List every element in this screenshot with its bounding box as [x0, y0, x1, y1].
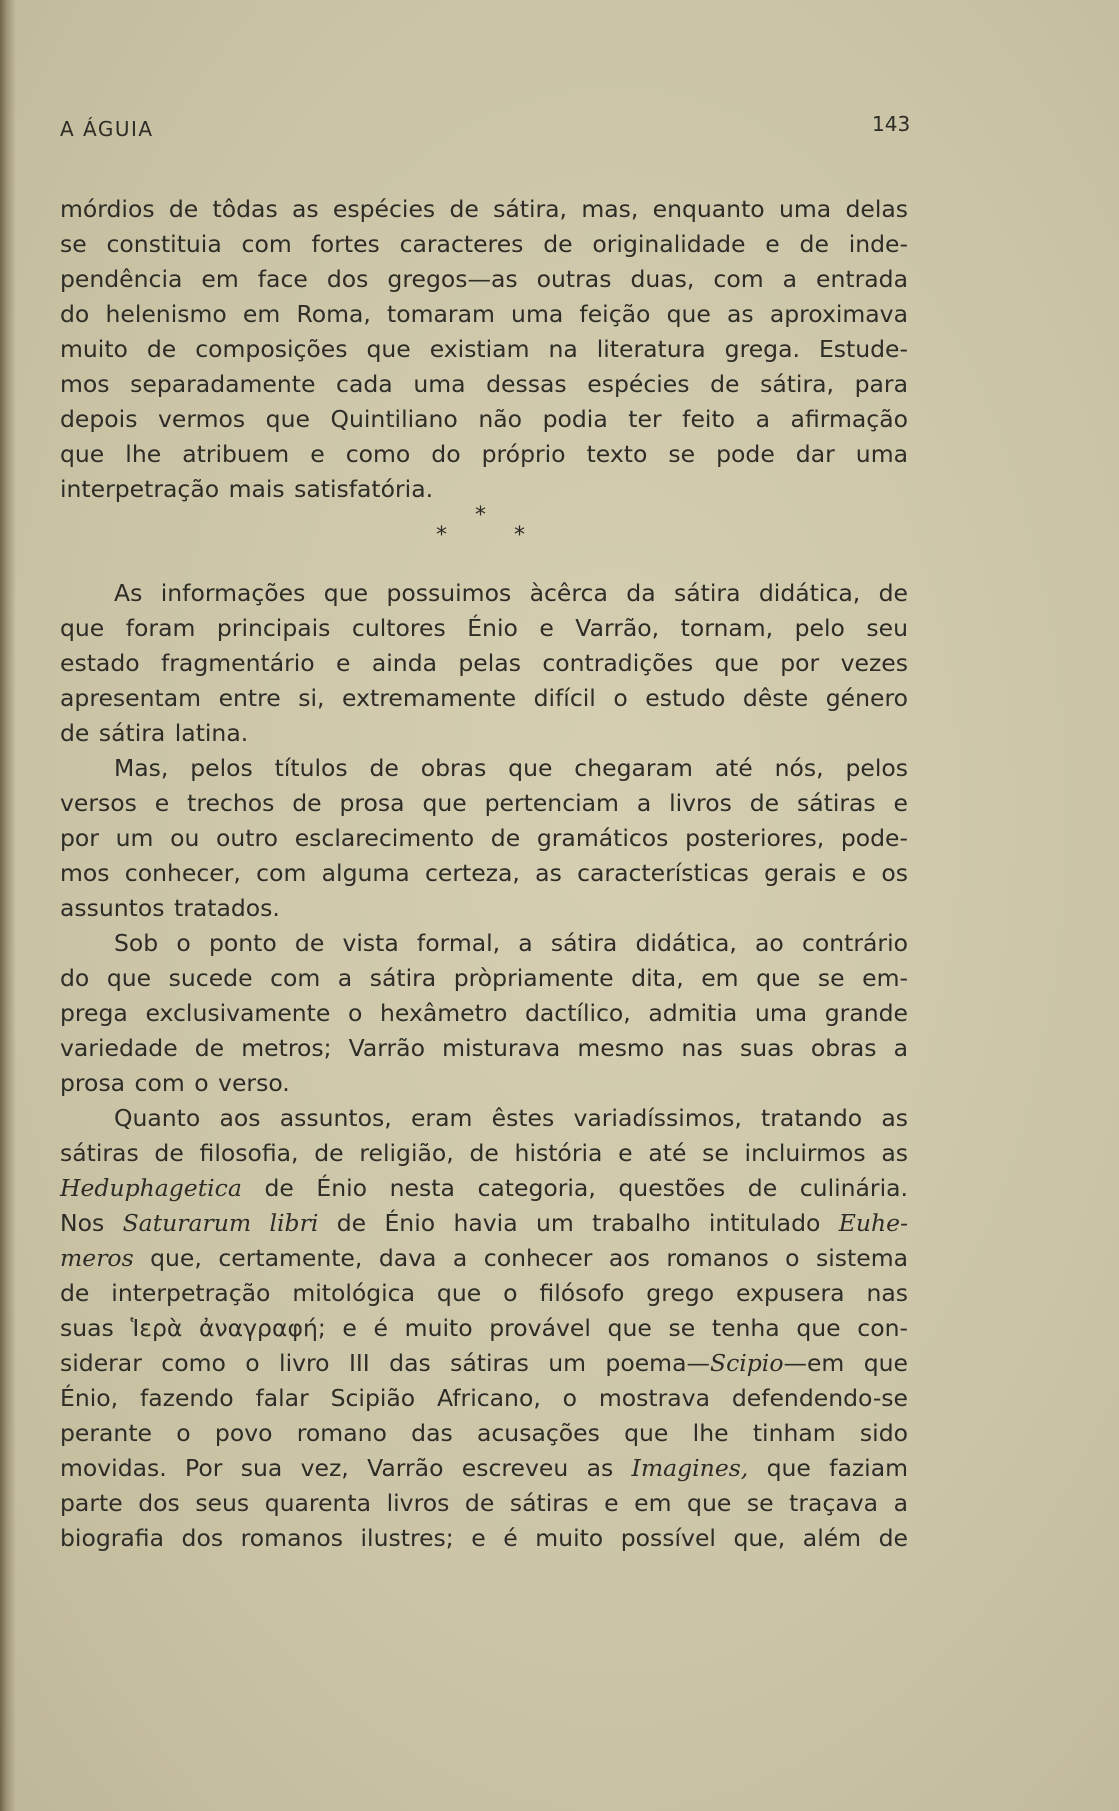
text-line: mos separadamente cada uma dessas espécies de sátira, para: [60, 370, 908, 398]
text-span: que faziam: [748, 1454, 909, 1482]
text-line: versos e trechos de prosa que pertenciam a livros de sátiras e: [60, 789, 908, 817]
paragraph-2: [60, 576, 908, 751]
text-line: de interpetração mitológica que o filósofo grego expusera nas: [60, 1279, 908, 1307]
text-line: que foram principais cultores Énio e Varrão, tornam, pelo seu: [60, 614, 908, 642]
work-title-italic: Euhe-: [838, 1209, 909, 1237]
text-span: Nos: [60, 1209, 123, 1237]
work-title-italic: Saturarum libri: [122, 1209, 319, 1237]
text-line: mórdios de tôdas as espécies de sátira, mas, enquanto uma delas: [60, 195, 908, 223]
text-line: Énio, fazendo falar Scipião Africano, o mostrava defendendo-se: [60, 1384, 908, 1412]
work-title-italic: Heduphagetica: [60, 1174, 242, 1202]
text-span: de Énio havia um trabalho intitulado: [318, 1209, 839, 1237]
page-number: 143: [872, 112, 911, 136]
text-line: [60, 1311, 908, 1346]
text-line: Quanto aos assuntos, eram êstes variadíssimos, tratando as: [114, 1104, 908, 1132]
text-line: de sátira latina.: [60, 719, 249, 747]
text-line: [60, 1451, 908, 1486]
text-line: muito de composições que existiam na literatura grega. Estude-: [60, 335, 908, 363]
text-span: suas: [60, 1314, 131, 1342]
work-title-italic: Scipio: [709, 1349, 784, 1377]
asterism-star: *: [514, 523, 525, 548]
paragraph-4: [60, 926, 908, 1101]
greek-title: Ἱερὰ ἀναγραφή: [130, 1314, 318, 1342]
text-span: movidas. Por sua vez, Varrão escreveu as: [60, 1454, 632, 1482]
running-title: A ÁGUIA: [60, 117, 154, 141]
text-span: ; e é muito provável que se tenha que con-: [317, 1314, 908, 1342]
text-span: de Énio nesta categoria, questões de culinária.: [241, 1174, 908, 1202]
text-line: mos conhecer, com alguma certeza, as características gerais e os: [60, 859, 908, 887]
text-line: apresentam entre si, extremamente difícil o estudo dêste género: [60, 684, 908, 712]
text-line: perante o povo romano das acusações que lhe tinham sido: [60, 1419, 908, 1447]
text-line: [60, 1241, 908, 1276]
paragraph-3: [60, 751, 908, 926]
text-line: depois vermos que Quintiliano não podia ter feito a afirmação: [60, 405, 908, 433]
asterism-star: *: [475, 503, 486, 528]
text-line: se constituia com fortes caracteres de originalidade e de inde-: [60, 230, 908, 258]
work-title-italic: meros: [60, 1244, 134, 1272]
text-line: Sob o ponto de vista formal, a sátira didática, ao contrário: [114, 929, 908, 957]
work-title-italic: Imagines,: [631, 1454, 749, 1482]
text-line: [60, 1206, 908, 1241]
text-line: Mas, pelos títulos de obras que chegaram até nós, pelos: [114, 754, 908, 782]
paragraph-1: [60, 192, 908, 507]
section-separator: [60, 501, 908, 576]
text-line: assuntos tratados.: [60, 894, 280, 922]
text-line: do helenismo em Roma, tomaram uma feição que as aproximava: [60, 300, 908, 328]
asterism-star: *: [436, 523, 447, 548]
text-line: As informações que possuimos àcêrca da sátira didática, de: [114, 579, 908, 607]
paragraph-5: [60, 1101, 908, 1556]
text-line: prega exclusivamente o hexâmetro dactílico, admitia uma grande: [60, 999, 908, 1027]
text-line: do que sucede com a sátira pròpriamente dita, em que se em-: [60, 964, 908, 992]
text-line: [60, 1171, 908, 1206]
text-line: prosa com o verso.: [60, 1069, 290, 1097]
text-span: que, certamente, dava a conhecer aos romanos o sistema: [133, 1244, 908, 1272]
text-line: pendência em face dos gregos—as outras duas, com a entrada: [60, 265, 908, 293]
text-span: siderar como o livro III das sátiras um poema—: [60, 1349, 710, 1377]
text-line: que lhe atribuem e como do próprio texto se pode dar uma: [60, 440, 908, 468]
text-line: por um ou outro esclarecimento de gramáticos posteriores, pode-: [60, 824, 908, 852]
text-line: [60, 1346, 908, 1381]
text-line: biografia dos romanos ilustres; e é muito possível que, além de: [60, 1524, 908, 1552]
body-text: [60, 192, 908, 1556]
text-line: parte dos seus quarenta livros de sátiras e em que se traçava a: [60, 1489, 908, 1517]
text-span: —em que: [783, 1349, 908, 1377]
text-line: estado fragmentário e ainda pelas contradições que por vezes: [60, 649, 908, 677]
text-line: interpetração mais satisfatória.: [60, 475, 434, 503]
text-line: sátiras de filosofia, de religião, de história e até se incluirmos as: [60, 1139, 908, 1167]
text-line: variedade de metros; Varrão misturava mesmo nas suas obras a: [60, 1034, 908, 1062]
